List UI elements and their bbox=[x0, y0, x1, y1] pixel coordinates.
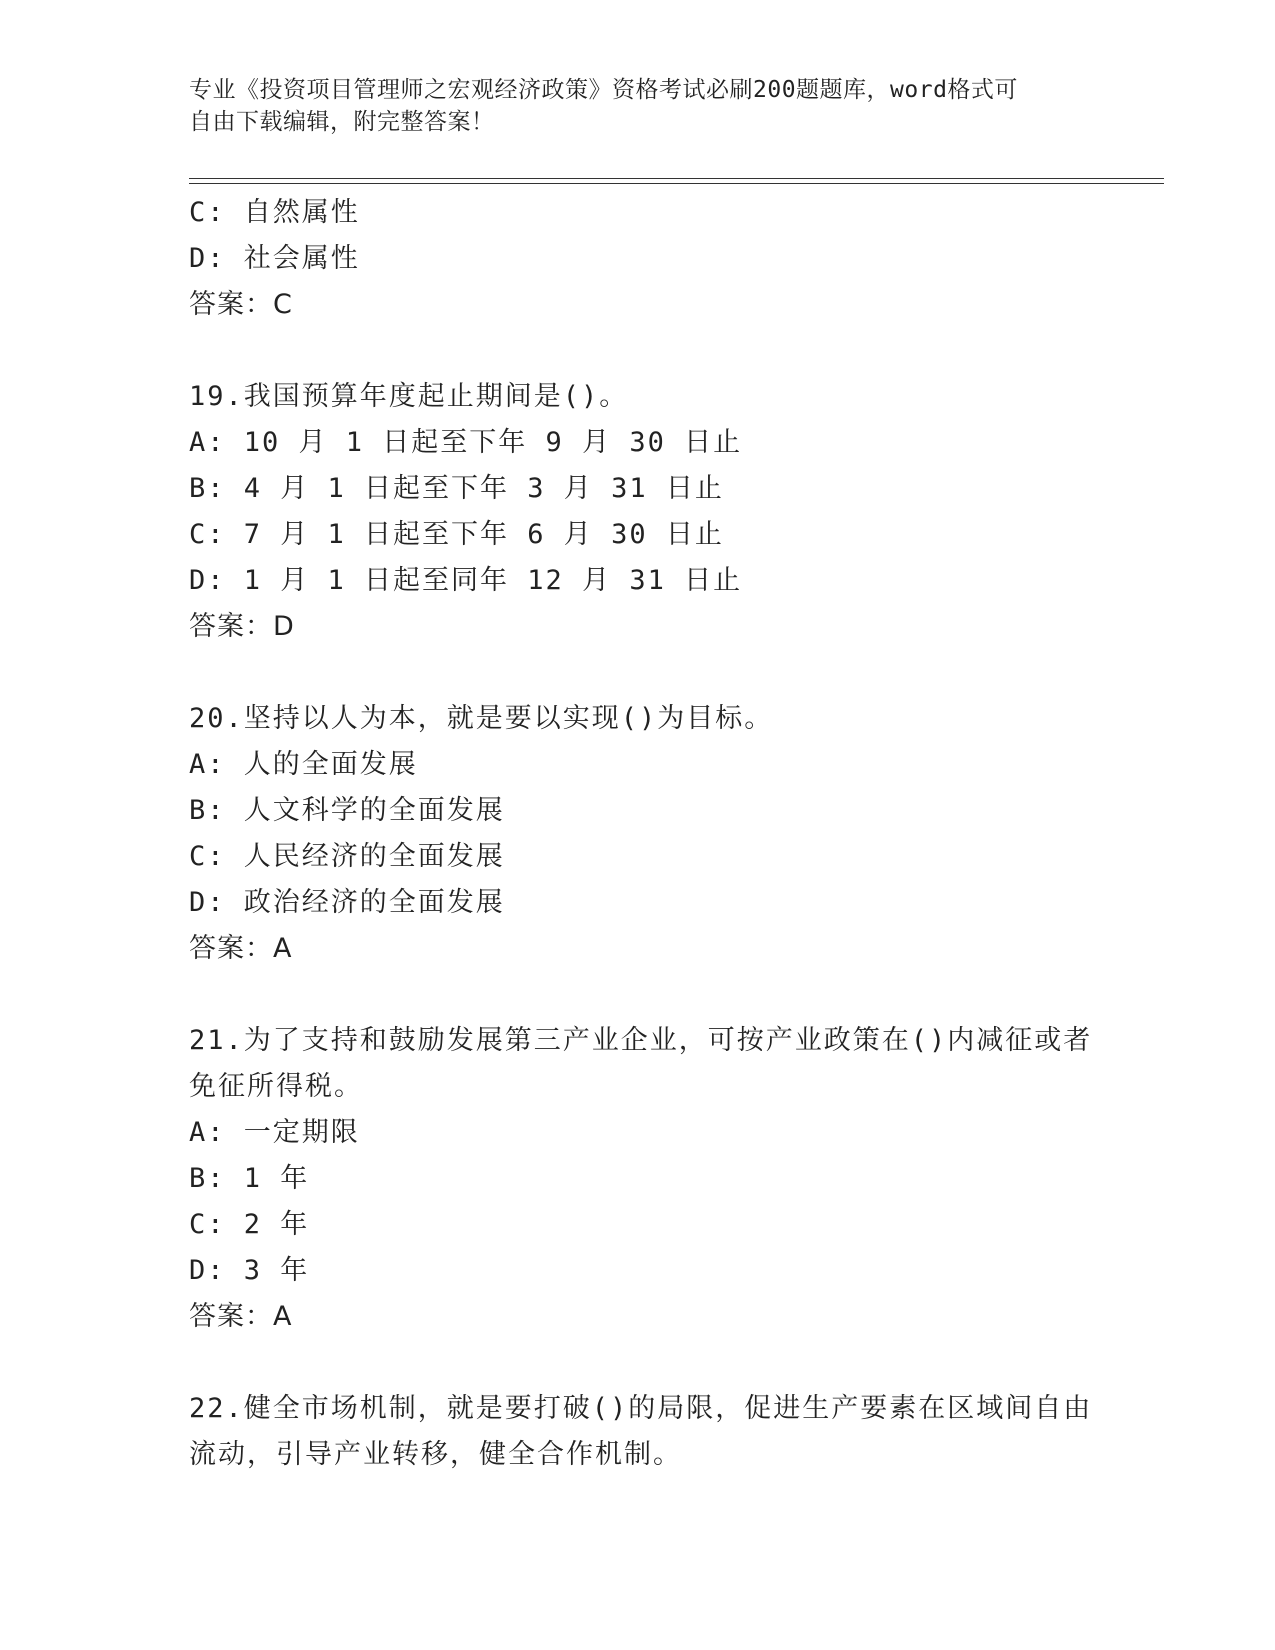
document-header bbox=[189, 74, 1069, 138]
question-stem: 22.健全市场机制，就是要打破()的局限，促进生产要素在区域间自由 bbox=[189, 1393, 1093, 1424]
header-divider-top bbox=[189, 178, 1164, 179]
option-a: A: 人的全面发展 bbox=[189, 749, 418, 780]
option-b: B: 人文科学的全面发展 bbox=[189, 795, 505, 826]
header-divider-bottom bbox=[189, 183, 1164, 184]
spacer bbox=[189, 650, 1089, 696]
question-list bbox=[189, 190, 1093, 1478]
option-d: D: 3 年 bbox=[189, 1255, 310, 1286]
question-block-18 bbox=[189, 190, 1089, 328]
option-d: D: 社会属性 bbox=[189, 243, 360, 274]
option-d: D: 1 月 1 日起至同年 12 月 31 日止 bbox=[189, 565, 743, 596]
option-b: B: 4 月 1 日起至下年 3 月 31 日止 bbox=[189, 473, 724, 504]
answer-line: 答案：C bbox=[189, 289, 293, 320]
question-stem: 21.为了支持和鼓励发展第三产业企业，可按产业政策在()内减征或者 bbox=[189, 1025, 1093, 1056]
option-c: C: 人民经济的全面发展 bbox=[189, 841, 505, 872]
option-c: C: 2 年 bbox=[189, 1209, 310, 1240]
answer-line: 答案：D bbox=[189, 611, 295, 642]
question-stem: 19.我国预算年度起止期间是()。 bbox=[189, 381, 629, 412]
option-b: B: 1 年 bbox=[189, 1163, 310, 1194]
option-a: A: 10 月 1 日起至下年 9 月 30 日止 bbox=[189, 427, 743, 458]
option-d: D: 政治经济的全面发展 bbox=[189, 887, 505, 918]
question-stem-continued: 流动，引导产业转移，健全合作机制。 bbox=[189, 1439, 682, 1470]
header-line-2: 自由下载编辑，附完整答案！ bbox=[189, 109, 495, 135]
option-c: C: 7 月 1 日起至下年 6 月 30 日止 bbox=[189, 519, 724, 550]
spacer bbox=[189, 972, 1089, 1018]
answer-line: 答案：A bbox=[189, 1301, 293, 1332]
option-c: C: 自然属性 bbox=[189, 197, 360, 228]
answer-line: 答案：A bbox=[189, 933, 293, 964]
question-stem: 20.坚持以人为本，就是要以实现()为目标。 bbox=[189, 703, 774, 734]
option-a: A: 一定期限 bbox=[189, 1117, 360, 1148]
question-block-20 bbox=[189, 696, 1089, 972]
question-stem-continued: 免征所得税。 bbox=[189, 1071, 363, 1102]
question-block-19 bbox=[189, 374, 1089, 650]
question-block-21 bbox=[189, 1018, 1093, 1340]
header-line-1: 专业《投资项目管理师之宏观经济政策》资格考试必刷200题题库，word格式可 bbox=[189, 77, 1018, 103]
spacer bbox=[189, 1340, 1089, 1386]
question-block-22 bbox=[189, 1386, 1093, 1478]
spacer bbox=[189, 328, 1089, 374]
